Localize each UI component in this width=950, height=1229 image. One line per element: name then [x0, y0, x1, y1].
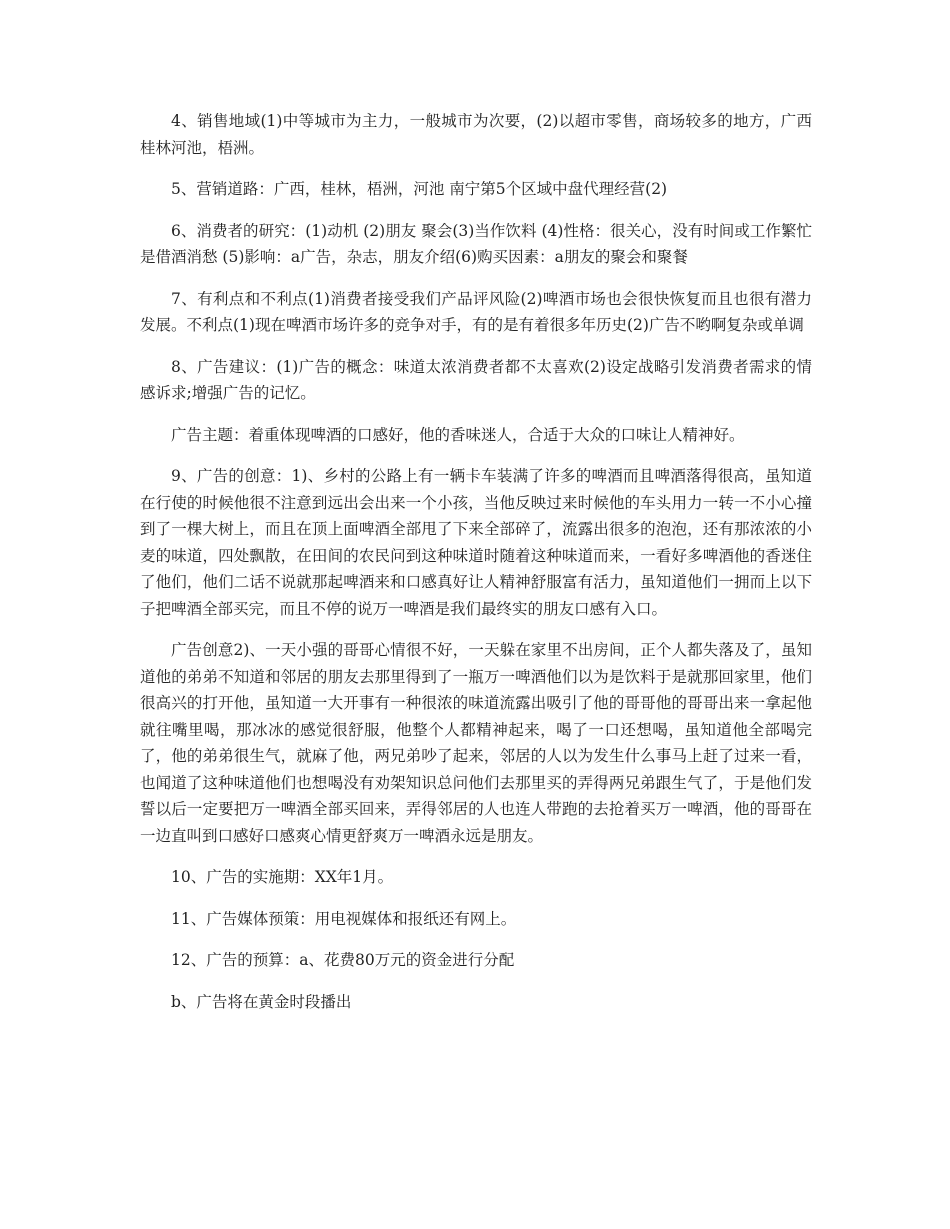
- paragraph-sales-region: 4、销售地域(1)中等城市为主力，一般城市为次要，(2)以超市零售，商场较多的地方，广西桂林河池，梧洲。: [140, 112, 812, 157]
- paragraph-pros-cons: 7、有利点和不利点(1)消费者接受我们产品评风险(2)啤酒市场也会很快恢复而且也很有潜力发展。不利点(1)现在啤酒市场许多的竞争对手，有的是有着很多年历史(2)广告不哟啊复杂或单调: [140, 289, 812, 334]
- paragraph-marketing-channel: 5、营销道路：广西，桂林，梧洲，河池 南宁第5个区域中盘代理经营(2): [171, 180, 668, 198]
- paragraph-consumer-research: 6、消费者的研究：(1)动机 (2)朋友 聚会(3)当作饮料 (4)性格：很关心，没有时间或工作繁忙是借酒消愁 (5)影响：a广告，杂志，朋友介绍(6)购买因素：a朋友的聚会和聚餐: [140, 221, 812, 266]
- paragraph-ad-suggestion: 8、广告建议：(1)广告的概念：味道太浓消费者都不太喜欢(2)设定战略引发消费者需求的情感诉求;增强广告的记忆。: [140, 357, 812, 402]
- paragraph-implementation-period: 10、广告的实施期：XX年1月。: [171, 868, 394, 886]
- paragraph-ad-idea-1: 9、广告的创意：1)、乡村的公路上有一辆卡车装满了许多的啤酒而且啤酒落得很高，虽知道在行使的时候他很不注意到远出会出来一个小孩，当他反映过来时候他的车头用力一转一不小心撞到了一棵大树上，而且在顶上面啤酒全部甩了下来全部碎了，流露出很多的泡泡，还有那浓浓的小麦的味道，四处飘散，在田间的农民问到这种味道时随着这种味道而来，一看好多啤酒他的香迷住了他们，他们二话不说就那起啤酒来和口感真好让人精神舒服富有活力，虽知道他们一拥而上以下子把啤酒全部买完，而且不停的说万一啤酒是我们最终实的朋友口感有入口。: [140, 467, 812, 618]
- paragraph-ad-theme: 广告主题：着重体现啤酒的口感好，他的香味迷人，合适于大众的口味让人精神好。: [171, 425, 745, 444]
- paragraph-broadcast-time: b、广告将在黄金时段播出: [171, 992, 352, 1011]
- paragraph-media-plan: 11、广告媒体预策：用电视媒体和报纸还有网上。: [171, 909, 517, 928]
- document-body: [140, 108, 812, 1030]
- paragraph-ad-idea-2: 广告创意2)、一天小强的哥哥心情很不好，一天躲在家里不出房间，正个人都失落及了，虽知道他的弟弟不知道和邻居的朋友去那里得到了一瓶万一啤酒他们以为是饮料于是就那回家里，他们很高兴的打开他，虽知道一大开事有一种很浓的味道流露出吸引了他的哥哥他的哥哥出来一拿起他就往嘴里喝，那冰冰的感觉很舒服，他整个人都精神起来，喝了一口还想喝，虽知道他全部喝完了，他的弟弟很生气，就麻了他，两兄弟吵了起来，邻居的人以为发生什么事马上赶了过来一看，也闻道了这种味道他们也想喝没有劝架知识总问他们去那里买的弄得两兄弟跟生气了，于是他们发誓以后一定要把万一啤酒全部买回来，弄得邻居的人也连人带跑的去抢着买万一啤酒，他的哥哥在一边直叫到口感好口感爽心情更舒爽万一啤酒永远是朋友。: [140, 641, 812, 845]
- paragraph-budget: 12、广告的预算：a、花费80万元的资金进行分配: [171, 951, 515, 969]
